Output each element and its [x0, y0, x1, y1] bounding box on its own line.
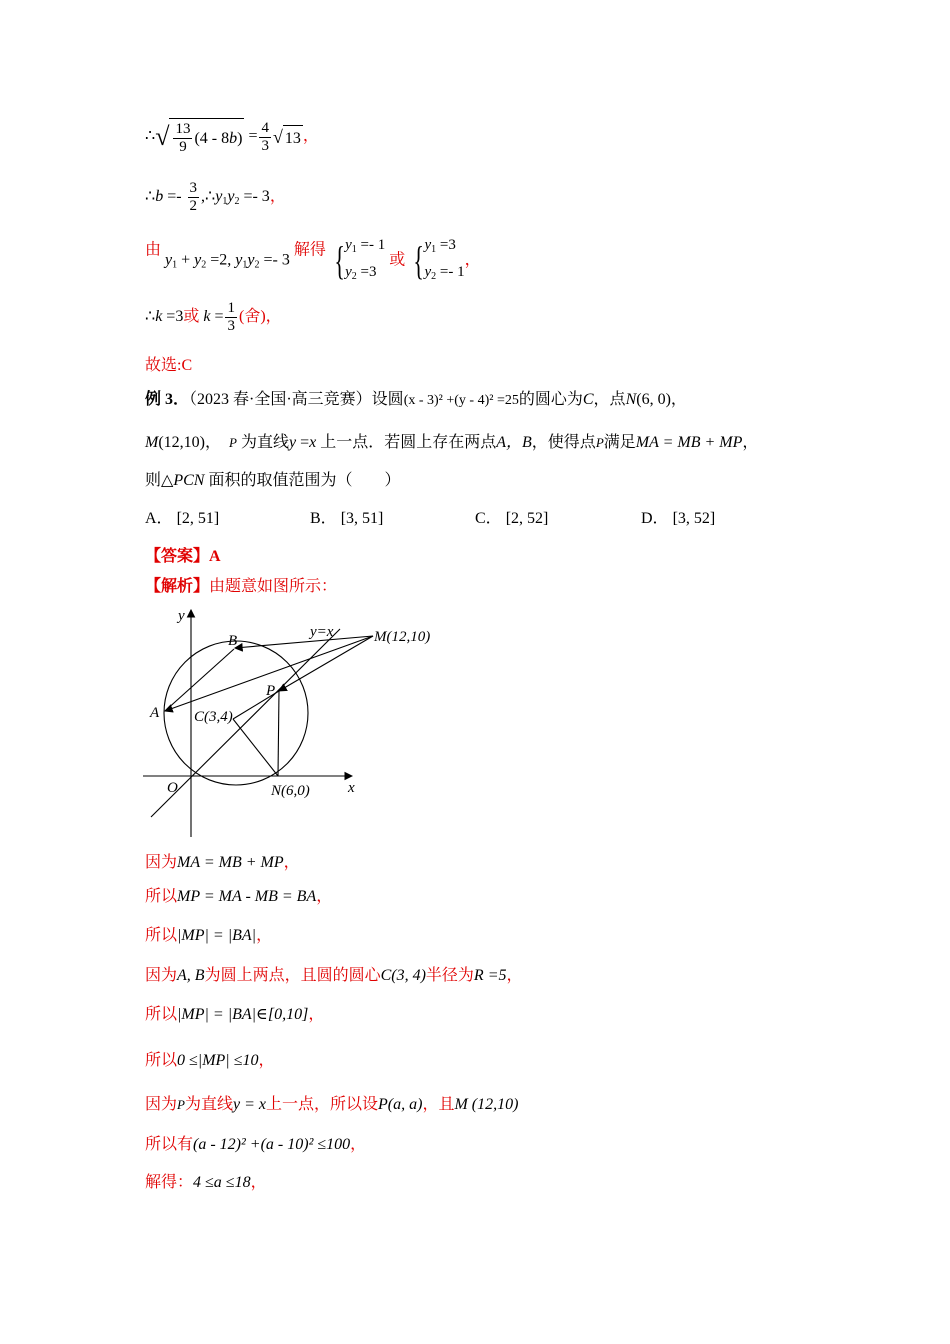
you-text: 由 — [145, 241, 162, 259]
equation-line-2 — [145, 180, 286, 215]
step-math: P(a, a) — [378, 1096, 423, 1113]
step-prefix: 解得： — [145, 1174, 194, 1191]
step-6 — [145, 1050, 275, 1072]
y-variable: y — [345, 264, 352, 280]
step-9 — [145, 1172, 267, 1194]
point-m: M — [145, 434, 159, 451]
segment-mb — [235, 636, 373, 648]
point-a-label: A — [150, 705, 160, 721]
answer-label: 【答案】 — [145, 548, 210, 565]
point-p-label: P — [266, 683, 276, 699]
equals: = — [296, 434, 310, 451]
comma: ， — [256, 927, 273, 944]
equals: =- 3 — [259, 251, 290, 269]
step-math: M (12,10) — [454, 1096, 519, 1113]
example-source: （2023 春·全国·高三竞赛）设圆 — [189, 391, 404, 408]
subscript: 1 — [242, 259, 248, 271]
step-math: |MP| = |BA|∈[0,10] — [177, 1006, 309, 1023]
step-math: C(3, 4) — [380, 967, 426, 984]
comma: ， — [204, 434, 221, 451]
analysis-text: 由题意如图所示： — [209, 578, 338, 595]
subscript: 1 — [431, 244, 437, 255]
point-m-label: M(12,10) — [374, 629, 431, 645]
y-axis-label: y — [178, 608, 185, 624]
option-a[interactable] — [145, 508, 219, 530]
point-c: C — [582, 391, 594, 408]
geometry-figure — [140, 605, 450, 840]
variable-b: b — [229, 129, 238, 147]
variable-b: b — [155, 188, 164, 206]
system-row: =- 1 — [436, 264, 465, 280]
y-variable: y — [345, 237, 352, 253]
subscript: 2 — [234, 196, 240, 208]
analysis-label: 【解析】 — [145, 578, 210, 595]
huo-text: 或 — [389, 251, 406, 269]
subscript: 1 — [351, 244, 357, 255]
equation-line-3 — [145, 234, 481, 288]
comma: ， — [464, 251, 481, 269]
system-row: =3 — [436, 237, 456, 253]
point-n-coord: (6, 0) — [636, 391, 671, 408]
step-prefix: 所以 — [145, 1052, 178, 1069]
option-letter: B． — [310, 510, 337, 527]
circle-equation: (x - 3)² +(y - 4)² =25 — [403, 393, 519, 408]
step-math: 4 ≤a ≤18 — [193, 1174, 251, 1191]
comma: ， — [308, 1006, 325, 1023]
line-y-eq-x — [151, 629, 340, 817]
rhs-numerator: 4 — [261, 119, 269, 136]
step-prefix: 所以有 — [145, 1136, 194, 1153]
sqrt-13: 13 — [283, 125, 303, 150]
y-variable: y — [235, 251, 243, 269]
point-m-coord: (12,10) — [158, 434, 205, 451]
therefore-symbol: ∴ — [145, 308, 156, 326]
step-text: 半径为 — [425, 967, 474, 984]
example-label: 例 3． — [145, 391, 190, 408]
equation-line-1: ∴ √ $\frac{13}{9}$ (4 - 8 b ) = $\frac{4}{3}$ √ 13 ， — [145, 119, 319, 155]
option-value: [2, 52] — [505, 510, 549, 527]
point-n-label: N(6,0) — [271, 783, 310, 799]
jiede-text: 解得 — [293, 241, 326, 259]
comma: ， — [742, 434, 759, 451]
sqrt-expression: √ $\frac{13}{9}$ (4 - 8 b ) — [155, 118, 244, 156]
variable-y: y — [215, 188, 223, 206]
comma: ， — [258, 1052, 275, 1069]
option-letter: A． — [145, 510, 173, 527]
equals: =- — [163, 188, 186, 206]
point-p: P — [595, 435, 604, 450]
step-math: (a - 12)² +(a - 10)² ≤100 — [193, 1136, 351, 1153]
equals: = — [244, 127, 258, 145]
huo-text: 或 — [183, 308, 200, 326]
fraction-numerator: 3 — [189, 180, 198, 196]
plus: + — [177, 251, 195, 269]
choose-answer: 故选:C — [145, 357, 193, 374]
equation-line-4 — [145, 300, 282, 335]
example-text: 满足 — [603, 434, 636, 451]
circle — [164, 641, 308, 785]
option-value: [3, 52] — [672, 510, 716, 527]
point-c-label: C(3,4) — [194, 709, 233, 725]
example-text: 则 — [145, 472, 162, 489]
example-text: 为直线 — [240, 434, 289, 451]
equals: = — [210, 308, 224, 326]
y-variable: y — [194, 251, 202, 269]
step-text: 为直线 — [184, 1096, 233, 1113]
option-d[interactable] — [641, 508, 715, 530]
she-text: (舍)， — [238, 308, 282, 326]
comma: ， — [350, 1136, 367, 1153]
example-text: ，使得点 — [531, 434, 596, 451]
system-row: =- 1 — [356, 237, 386, 253]
option-letter: C． — [475, 510, 502, 527]
y-variable: y — [247, 251, 255, 269]
y-variable: y — [424, 237, 432, 253]
comma: ， — [302, 127, 319, 145]
comma: ， — [506, 967, 523, 984]
condition: MA = MB + MP — [635, 434, 743, 451]
subscript: 2 — [431, 271, 437, 282]
equals: =3 — [162, 308, 184, 326]
option-b[interactable] — [310, 508, 383, 530]
subscript: 2 — [201, 259, 207, 271]
step-math: MP = MA - MB = BA — [177, 888, 317, 905]
subscript: 1 — [222, 196, 228, 208]
step-math: |MP| = |BA| — [177, 927, 257, 944]
point-n: N — [625, 391, 637, 408]
fraction-denominator: 3 — [227, 318, 235, 334]
example-line-3 — [145, 470, 400, 492]
comma: ， — [670, 391, 687, 408]
answer-line — [145, 546, 221, 568]
rhs-denominator: 3 — [261, 137, 269, 154]
step-math: A, B — [177, 967, 205, 984]
therefore-symbol: ∴ — [145, 127, 156, 145]
step-prefix: 所以 — [145, 927, 178, 944]
step-7 — [145, 1094, 518, 1116]
step-8 — [145, 1134, 366, 1156]
line-label: y=x — [310, 624, 334, 640]
subscript: 2 — [351, 271, 357, 282]
step-prefix: 所以 — [145, 888, 178, 905]
paren-expression: (4 - 8 — [194, 129, 230, 147]
segment-mp — [279, 636, 373, 691]
subscript: 1 — [172, 259, 178, 271]
variable-k: k — [155, 308, 163, 326]
point-b-label: B — [228, 633, 238, 649]
segment-cn — [233, 719, 278, 776]
question-text: 面积的取值范围为（ ） — [208, 472, 401, 489]
equals: =2, — [206, 251, 236, 269]
step-prefix: 因为 — [145, 854, 178, 871]
example-line-2 — [145, 432, 758, 454]
answer-value: A — [209, 548, 221, 565]
variable-x: x — [309, 434, 317, 451]
step-1 — [145, 852, 300, 874]
step-math: 0 ≤|MP| ≤10 — [177, 1052, 259, 1069]
therefore-symbol-2: ,∴ — [201, 188, 216, 206]
option-value: [2, 51] — [176, 510, 220, 527]
system-1: { $y_1 =- 1$ $y_2 =3$ — [334, 237, 386, 283]
step-math: P — [177, 1097, 185, 1112]
origin-label: O — [167, 780, 178, 796]
example-text: 上一点．若圆上存在两点 — [320, 434, 497, 451]
x-axis-label: x — [348, 780, 355, 796]
segment-pn — [278, 691, 279, 776]
fraction-numerator: 13 — [175, 121, 191, 137]
fraction-denominator: 9 — [179, 139, 187, 155]
example-text: ，点 — [593, 391, 626, 408]
segment-ba — [165, 649, 234, 711]
y-variable: y — [165, 251, 173, 269]
step-4 — [145, 965, 523, 987]
step-math: y = x — [232, 1096, 266, 1113]
step-3 — [145, 925, 272, 947]
system-2: { $y_1 =3$ $y_2 =- 1$ — [413, 237, 465, 283]
comma: ， — [269, 188, 286, 206]
therefore-symbol: ∴ — [145, 188, 156, 206]
step-text: ，且 — [422, 1096, 455, 1113]
triangle-pcn: △PCN — [161, 472, 205, 489]
step-5 — [145, 1004, 324, 1026]
option-c[interactable] — [475, 508, 548, 530]
option-letter: D． — [641, 510, 669, 527]
step-math: MA = MB + MP — [177, 854, 284, 871]
comma: ， — [250, 1174, 267, 1191]
variable-k: k — [203, 308, 211, 326]
step-text: 为圆上两点，且圆的圆心 — [204, 967, 381, 984]
paren-close: ) — [237, 129, 243, 147]
comma: ， — [283, 854, 300, 871]
point-p: P — [229, 435, 237, 450]
system-row: =3 — [356, 264, 377, 280]
example-text: 的圆心为 — [518, 391, 583, 408]
step-prefix: 因为 — [145, 1096, 178, 1113]
fraction-denominator: 2 — [189, 198, 198, 214]
fraction-numerator: 1 — [227, 300, 235, 316]
variable-y: y — [227, 188, 235, 206]
comma: ， — [316, 888, 333, 905]
y-variable: y — [424, 264, 432, 280]
step-2 — [145, 886, 332, 908]
points-ab: A，B — [496, 434, 532, 451]
step-math: R =5 — [473, 967, 507, 984]
step-prefix: 因为 — [145, 967, 178, 984]
step-text: 上一点，所以设 — [265, 1096, 378, 1113]
subscript: 2 — [254, 259, 260, 271]
example-line-1 — [145, 389, 687, 412]
variable-y: y — [288, 434, 297, 451]
rhs: =- 3 — [239, 188, 270, 206]
step-prefix: 所以 — [145, 1006, 178, 1023]
option-value: [3, 51] — [340, 510, 384, 527]
analysis-line — [145, 576, 337, 598]
